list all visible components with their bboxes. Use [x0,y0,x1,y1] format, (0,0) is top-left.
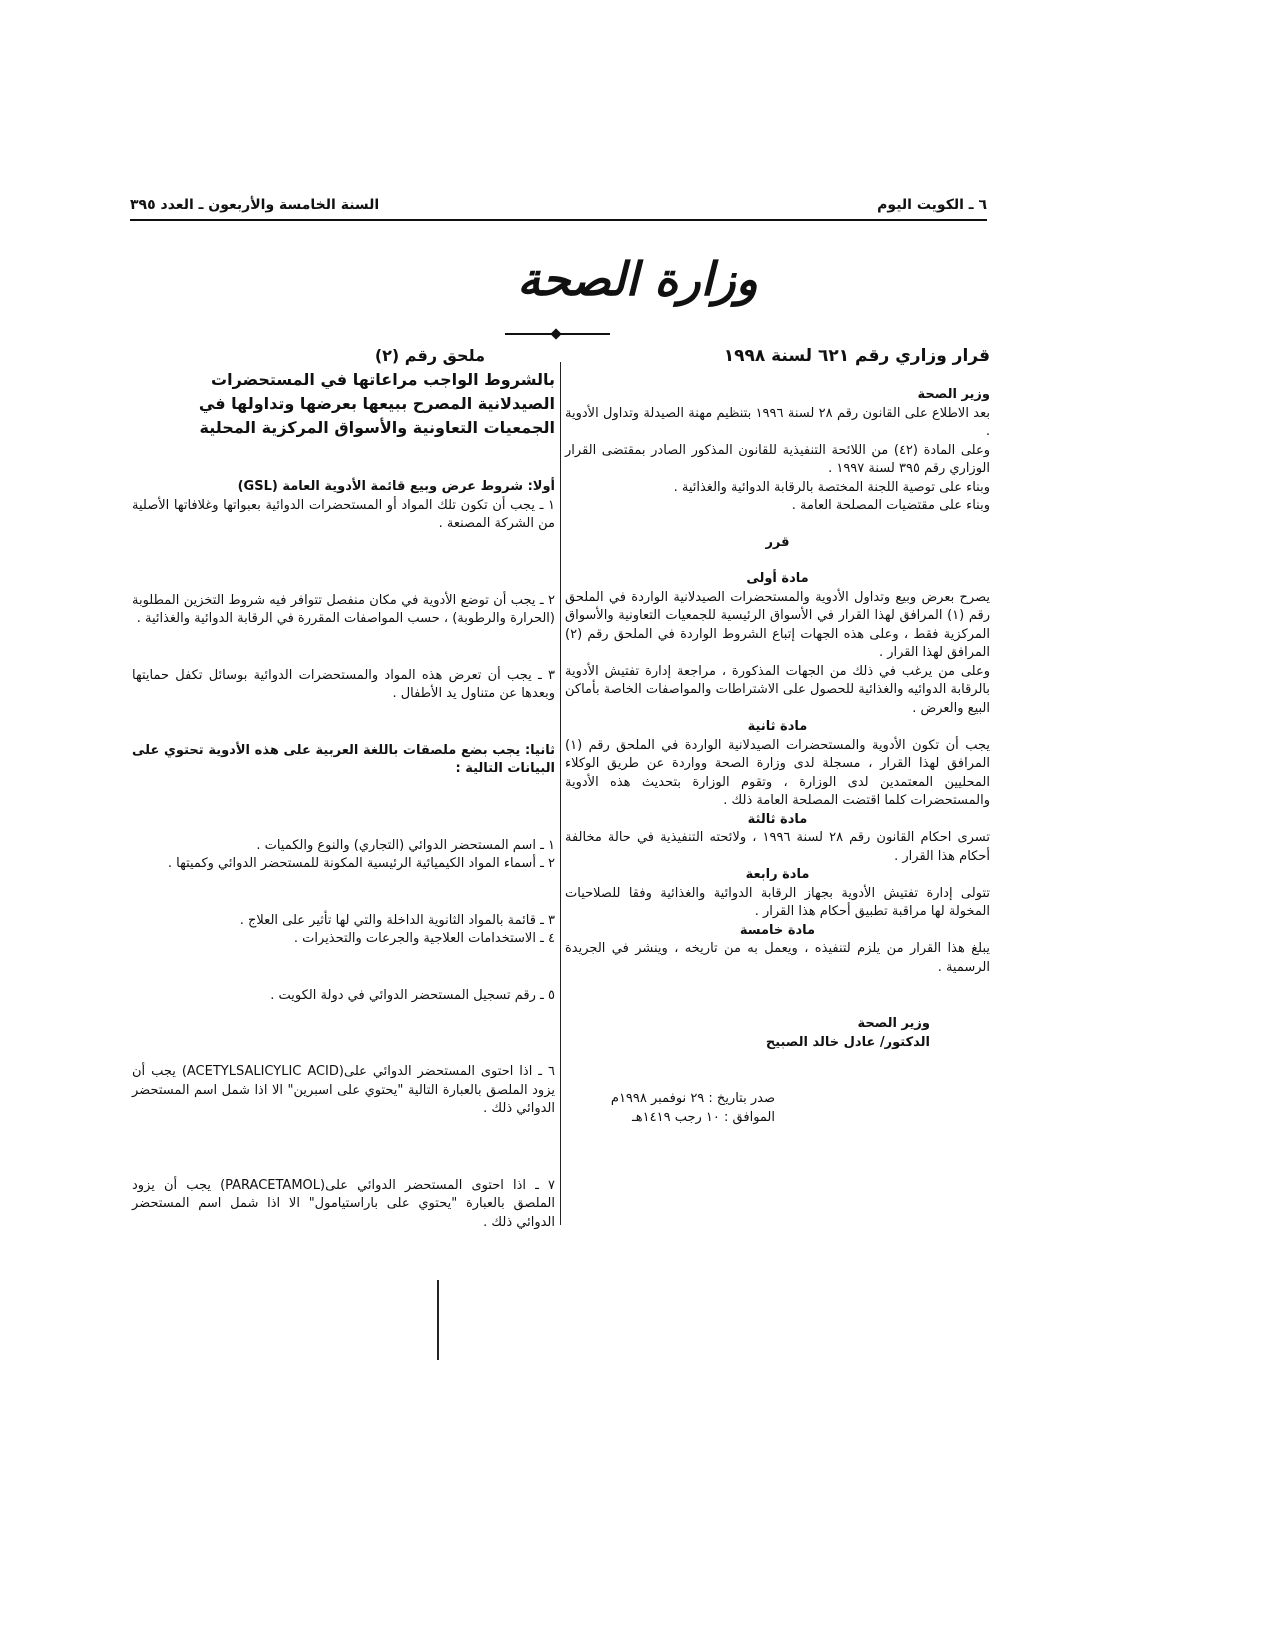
annex-item: ٢ ـ يجب أن توضع الأدوية في مكان منفصل تتوافر فيه شروط التخزين المطلوبة (الحرارة والرطوبة) ، حسب المواصفات المقررة في الرقابة الدوائية والغذائية . [132,592,555,626]
article-paragraph: يجب أن تكون الأدوية والمستحضرات الصيدلانية الواردة في الملحق رقم (١) المرافق لهذا القرار ، مسجلة لدى وزارة الصحة وواردة عن طريق الوكلاء المحليين المعتمدين لدى الوزارة ، وتقوم الوزارة بتحديث هذه الأدوية والمستحضرات كلما اقتضت المصلحة العامة ذلك . [565,737,990,808]
section-heading: ثانيا: يجب بضع ملصقات باللغة العربية على هذه الأدوية تحتوي على البيانات التالية : [132,742,555,776]
annex-column [132,344,555,1232]
decree-column [565,344,990,1127]
ornament-divider [505,333,610,335]
annex-item: ٧ ـ اذا احتوى المستحضر الدوائي على(PARACETAMOL) يجب أن يزود الملصق بالعبارة "يحتوي على باراستيامول" الا اذا شمل اسم المستحضر الدوائي ذلك . [132,1177,555,1230]
annex-item: ٢ ـ أسماء المواد الكيميائية الرئيسية المكونة للمستحضر الدوائي وكميتها . [167,856,555,871]
preamble-paragraph: وبناء على مقتضيات المصلحة العامة . [791,498,990,513]
article-heading: مادة أولى [746,571,809,586]
column-divider [560,362,561,1225]
annex-item: ٣ ـ قائمة بالمواد الثانوية الداخلة والتي لها تأثير على العلاج . [239,912,555,928]
annex-item: ١ ـ يجب أن تكون تلك المواد أو المستحضرات الدوائية بعبواتها وغلافاتها الأصلية من الشركة المصنعة . [132,497,555,531]
annex-subtitle: بالشروط الواجب مراعاتها في المستحضرات الصيدلانية المصرح ببيعها بعرضها وتداولها في الجمعيات التعاونية والأسواق المركزية المحلية [198,370,555,437]
signature-name: الدكتور/ عادل خالد الصبيح [765,1034,930,1050]
article-paragraph: تتولى إدارة تفتيش الأدوية بجهاز الرقابة الدوائية والغذائية وفقا للصلاحيات المخولة لها مراقبة تطبيق أحكام هذا القرار . [565,885,990,919]
article-paragraph: يصرح بعرض وبيع وتداول الأدوية والمستحضرات الصيدلانية الواردة في الملحق رقم (١) المرافق لهذا القرار في الأسواق الرئيسية للجمعيات التعاونية والأسواق المركزية فقط ، وعلى هذه الجهات إتباع الشروط الواردة في الملحق رقم (٢) المرافق لهذا القرار . [565,589,990,660]
annex-item: ٥ ـ رقم تسجيل المستحضر الدوائي في دولة الكويت . [270,987,555,1003]
annex-title: ملحق رقم (٢) [374,346,485,365]
article-heading: مادة ثانية [747,719,808,734]
preamble-paragraph: بعد الاطلاع على القانون رقم ٢٨ لسنة ١٩٩٦ بتنظيم مهنة الصيدلة وتداول الأدوية . [565,405,990,439]
preamble-paragraph: وعلى المادة (٤٢) من اللائحة التنفيذية للقانون المذكور الصادر بمقتضى القرار الوزاري رقم ٣٩٥ لسنة ١٩٩٧ . [565,442,990,476]
header-issue: السنة الخامسة والأربعون ـ العدد ٣٩٥ [130,197,380,213]
article-paragraph: وعلى من يرغب في ذلك من الجهات المذكورة ، مراجعة إدارة تفتيش الأدوية بالرقابة الدوائيه والغذائية للحصول على الاشتراطات والمواصفات الخاصة بأماكن البيع والعرض . [565,663,990,716]
issued-date: صدر بتاريخ : ٢٩ نوفمبر ١٩٩٨م [610,1091,775,1106]
section-heading: أولا: شروط عرض وبيع قائمة الأدوية العامة (GSL) [237,479,555,494]
annex-item: ٣ ـ يجب أن تعرض هذه المواد والمستحضرات الدوائية بوسائل تكفل حمايتها وبعدها عن متناول يد الأطفال . [132,667,555,701]
signature-title: وزير الصحة [857,1016,930,1031]
annex-item: ٤ ـ الاستخدامات العلاجية والجرعات والتحذيرات . [293,931,555,946]
article-paragraph: تسرى احكام القانون رقم ٢٨ لسنة ١٩٩٦ ، ولائحته التنفيذية في حالة مخالفة أحكام هذا القرار . [565,830,991,864]
article-heading: مادة خامسة [739,922,816,938]
article-heading: مادة رابعة [745,867,810,882]
annex-item: ٦ ـ اذا احتوى المستحضر الدوائي على(ACETYLSALICYLIC ACID) يجب أن يزود الملصق بالعبارة التالية "يحتوي على اسبرين" الا اذا شمل اسم المستحضر الدوائي ذلك . [132,1064,555,1116]
preamble-paragraph: وبناء على توصية اللجنة المختصة بالرقابة الدوائية والغذائية . [673,479,990,495]
decided-label: قرر [765,534,790,550]
annex-item: ١ ـ اسم المستحضر الدوائي (التجاري) والنوع والكميات . [256,837,555,853]
header-page-number: ٦ ـ الكويت اليوم [877,197,987,213]
article-heading: مادة ثالثة [747,811,808,827]
scan-mark [437,1280,439,1360]
article-paragraph: يبلغ هذا القرار من يلزم لتنفيذه ، ويعمل به من تاريخه ، وينشر في الجريدة الرسمية . [565,941,990,975]
page-header [130,197,987,221]
ministry-title: وزارة الصحة [517,252,758,306]
hijri-date: الموافق : ١٠ رجب ١٤١٩هـ [631,1109,775,1125]
decree-minister: وزير الصحة [917,387,990,402]
decree-title: قرار وزاري رقم ٦٢١ لسنة ١٩٩٨ [723,346,990,366]
